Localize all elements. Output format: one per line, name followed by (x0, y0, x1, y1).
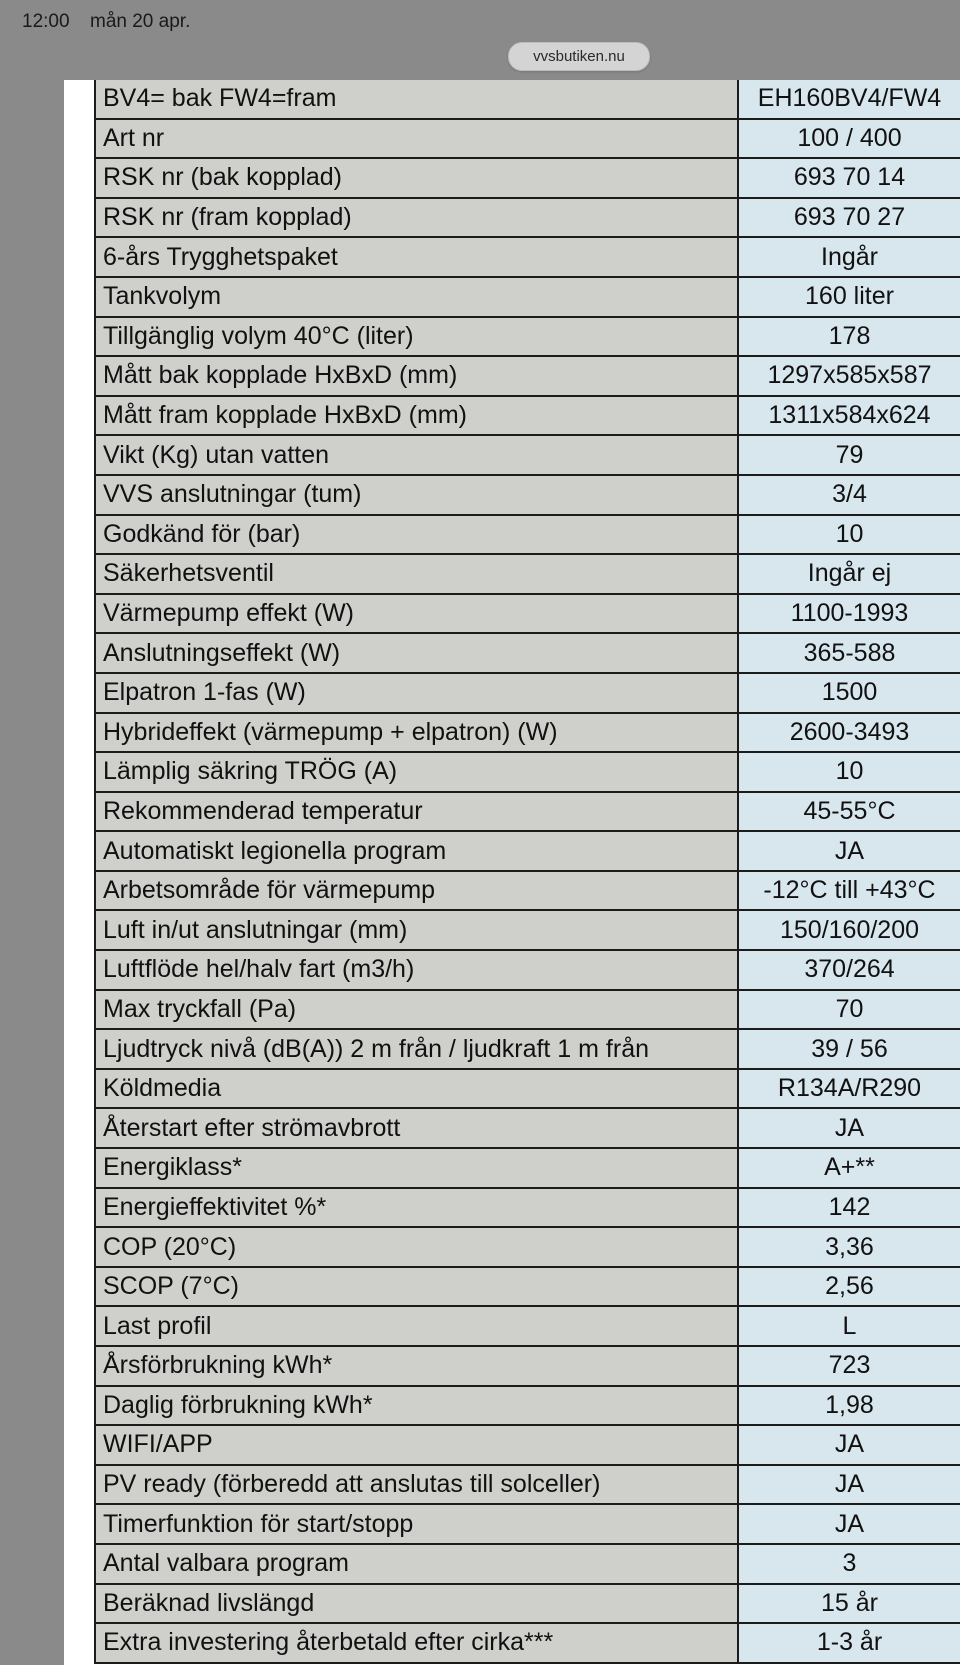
spec-value: 39 / 56 (738, 1029, 960, 1069)
spec-value: 3 (738, 1544, 960, 1584)
spec-label: PV ready (förberedd att anslutas till solceller) (95, 1465, 738, 1505)
spec-label: 6-års Trygghetspaket (95, 237, 738, 277)
spec-value: 3/4 (738, 475, 960, 515)
spec-value: 100 / 400 (738, 119, 960, 159)
spec-value: EH160BV4/FW4 (738, 80, 960, 119)
spec-value: 70 (738, 990, 960, 1030)
spec-label: Säkerhetsventil (95, 554, 738, 594)
spec-value: JA (738, 1465, 960, 1505)
spec-value: Ingår (738, 237, 960, 277)
table-row (95, 871, 960, 911)
spec-label: Arbetsområde för värmepump (95, 871, 738, 911)
spec-value: JA (738, 831, 960, 871)
spec-label: Art nr (95, 119, 738, 159)
spec-label: Vikt (Kg) utan vatten (95, 435, 738, 475)
table-row (95, 396, 960, 436)
table-row (95, 910, 960, 950)
spec-value: 10 (738, 515, 960, 555)
spec-value: 1500 (738, 673, 960, 713)
spec-value: Ingår ej (738, 554, 960, 594)
spec-value: JA (738, 1504, 960, 1544)
spec-label: Last profil (95, 1306, 738, 1346)
spec-label: Daglig förbrukning kWh* (95, 1386, 738, 1426)
table-row (95, 594, 960, 634)
table-row (95, 1069, 960, 1109)
spec-value: 15 år (738, 1584, 960, 1624)
status-bar (0, 0, 960, 46)
spec-label: Rekommenderad temperatur (95, 792, 738, 832)
spec-label: Återstart efter strömavbrott (95, 1108, 738, 1148)
table-row (95, 158, 960, 198)
table-row (95, 317, 960, 357)
table-row (95, 1267, 960, 1307)
spec-value: -12°C till +43°C (738, 871, 960, 911)
spec-value: 2,56 (738, 1267, 960, 1307)
table-row (95, 1386, 960, 1426)
spec-value: A+** (738, 1148, 960, 1188)
spec-label: Max tryckfall (Pa) (95, 990, 738, 1030)
spec-label: Hybrideffekt (värmepump + elpatron) (W) (95, 713, 738, 753)
spec-value: R134A/R290 (738, 1069, 960, 1109)
table-row (95, 356, 960, 396)
spec-label: Ljudtryck nivå (dB(A)) 2 m från / ljudkraft 1 m från (95, 1029, 738, 1069)
spec-label: COP (20°C) (95, 1227, 738, 1267)
spec-label: Tillgänglig volym 40°C (liter) (95, 317, 738, 357)
spec-label: Värmepump effekt (W) (95, 594, 738, 634)
table-row (95, 1108, 960, 1148)
spec-label: Lämplig säkring TRÖG (A) (95, 752, 738, 792)
spec-label: Timerfunktion för start/stopp (95, 1504, 738, 1544)
spec-value: 45-55°C (738, 792, 960, 832)
spec-label: Godkänd för (bar) (95, 515, 738, 555)
spec-label: Extra investering återbetald efter cirka*** (95, 1623, 738, 1663)
table-row (95, 1346, 960, 1386)
table-row (95, 831, 960, 871)
table-row (95, 119, 960, 159)
spec-value: 1,98 (738, 1386, 960, 1426)
table-row (95, 1425, 960, 1465)
status-date: mån 20 apr. (90, 11, 191, 32)
spec-value: 1311x584x624 (738, 396, 960, 436)
spec-value: 693 70 14 (738, 158, 960, 198)
spec-label: RSK nr (fram kopplad) (95, 198, 738, 238)
table-row (95, 475, 960, 515)
table-row (95, 198, 960, 238)
spec-value: 723 (738, 1346, 960, 1386)
spec-value: 79 (738, 435, 960, 475)
spec-value: 365-588 (738, 633, 960, 673)
spec-label: Automatiskt legionella program (95, 831, 738, 871)
table-row (95, 1029, 960, 1069)
table-row (95, 277, 960, 317)
spec-label: Mått bak kopplade HxBxD (mm) (95, 356, 738, 396)
spec-value: JA (738, 1108, 960, 1148)
spec-value: JA (738, 1425, 960, 1465)
spec-value: L (738, 1306, 960, 1346)
spec-label: Tankvolym (95, 277, 738, 317)
spec-label: Energiklass* (95, 1148, 738, 1188)
spec-table (94, 80, 960, 1664)
table-row (95, 1623, 960, 1663)
spec-label: VVS anslutningar (tum) (95, 475, 738, 515)
spec-value: 142 (738, 1188, 960, 1228)
table-row (95, 1504, 960, 1544)
spec-value: 10 (738, 752, 960, 792)
spec-value: 3,36 (738, 1227, 960, 1267)
spec-value: 1297x585x587 (738, 356, 960, 396)
table-row (95, 554, 960, 594)
table-row (95, 1465, 960, 1505)
spec-label: Antal valbara program (95, 1544, 738, 1584)
spec-value: 150/160/200 (738, 910, 960, 950)
spec-label: RSK nr (bak kopplad) (95, 158, 738, 198)
status-time: 12:00 (22, 11, 70, 32)
spec-value: 370/264 (738, 950, 960, 990)
spec-label: Luftflöde hel/halv fart (m3/h) (95, 950, 738, 990)
table-row (95, 752, 960, 792)
table-row (95, 1188, 960, 1228)
browser-url-pill[interactable]: vvsbutiken.nu (508, 42, 650, 71)
table-row (95, 990, 960, 1030)
spec-value: 1-3 år (738, 1623, 960, 1663)
table-row (95, 713, 960, 753)
spec-label: Elpatron 1-fas (W) (95, 673, 738, 713)
table-row (95, 435, 960, 475)
page-content (64, 80, 960, 1665)
table-row (95, 80, 960, 119)
table-row (95, 515, 960, 555)
table-row (95, 237, 960, 277)
table-row (95, 1306, 960, 1346)
spec-value: 1100-1993 (738, 594, 960, 634)
table-row (95, 1544, 960, 1584)
spec-value: 2600-3493 (738, 713, 960, 753)
spec-label: Köldmedia (95, 1069, 738, 1109)
spec-table-body (95, 80, 960, 1663)
spec-label: SCOP (7°C) (95, 1267, 738, 1307)
table-row (95, 1148, 960, 1188)
spec-label: BV4= bak FW4=fram (95, 80, 738, 119)
spec-value: 178 (738, 317, 960, 357)
table-row (95, 673, 960, 713)
spec-label: Beräknad livslängd (95, 1584, 738, 1624)
table-row (95, 950, 960, 990)
spec-label: Luft in/ut anslutningar (mm) (95, 910, 738, 950)
spec-value: 160 liter (738, 277, 960, 317)
spec-value: 693 70 27 (738, 198, 960, 238)
spec-label: Mått fram kopplade HxBxD (mm) (95, 396, 738, 436)
spec-label: Energieffektivitet %* (95, 1188, 738, 1228)
table-row (95, 1227, 960, 1267)
spec-label: Anslutningseffekt (W) (95, 633, 738, 673)
spec-label: Årsförbrukning kWh* (95, 1346, 738, 1386)
table-row (95, 633, 960, 673)
table-row (95, 1584, 960, 1624)
table-row (95, 792, 960, 832)
spec-label: WIFI/APP (95, 1425, 738, 1465)
